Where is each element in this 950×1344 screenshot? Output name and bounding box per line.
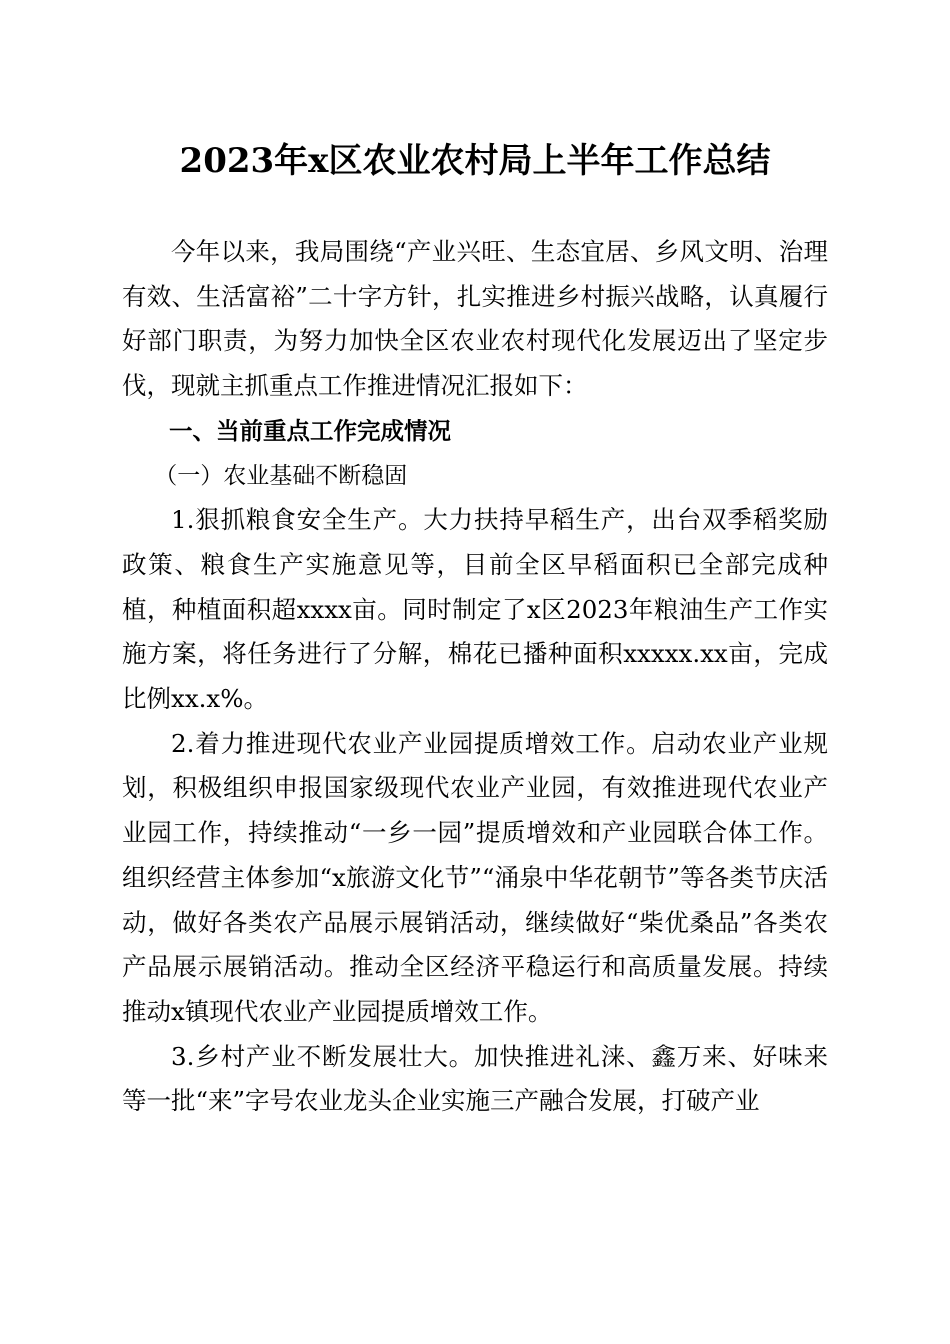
intro-paragraph: 今年以来，我局围绕“产业兴旺、生态宜居、乡风文明、治理有效、生活富裕”二十字方针，扎实推进乡村振兴战略，认真履行好部门职责，为努力加快全区农业农村现代化发展迈出了坚定步伐，现就主抓重点工作推进情况汇报如下： bbox=[122, 237, 828, 401]
section-heading: 一、当前重点工作完成情况 bbox=[169, 416, 451, 445]
document-title: 2023年x区农业农村局上半年工作总结 bbox=[179, 141, 771, 181]
item-paragraph-1: 1.狠抓粮食安全生产。大力扶持早稻生产，出台双季稻奖励政策、粮食生产实施意见等，目前全区早稻面积已全部完成种植，种植面积超xxxx亩。同时制定了x区2023年粮油生产工作实施方案，将任务进行了分解，棉花已播种面积xxxxx.xx亩，完成比例xx.x%。 bbox=[122, 505, 828, 714]
subsection-heading: （一）农业基础不断稳固 bbox=[154, 462, 408, 489]
document-body bbox=[122, 230, 828, 1124]
item-paragraph-3: 3.乡村产业不断发展壮大。加快推进礼涞、鑫万来、好味来等一批“来”字号农业龙头企业实施三产融合发展，打破产业 bbox=[122, 1041, 828, 1116]
item-paragraph-2: 2.着力推进现代农业产业园提质增效工作。启动农业产业规划，积极组织申报国家级现代农业产业园，有效推进现代农业产业园工作，持续推动“一乡一园”提质增效和产业园联合体工作。组织经营主体参加“x旅游文化节”“涌泉中华花朝节”等各类节庆活动，做好各类农产品展示展销活动，继续做好“柴优桑品”各类农产品展示展销活动。推动全区经济平稳运行和高质量发展。持续推动x镇现代农业产业园提质增效工作。 bbox=[122, 728, 828, 1026]
